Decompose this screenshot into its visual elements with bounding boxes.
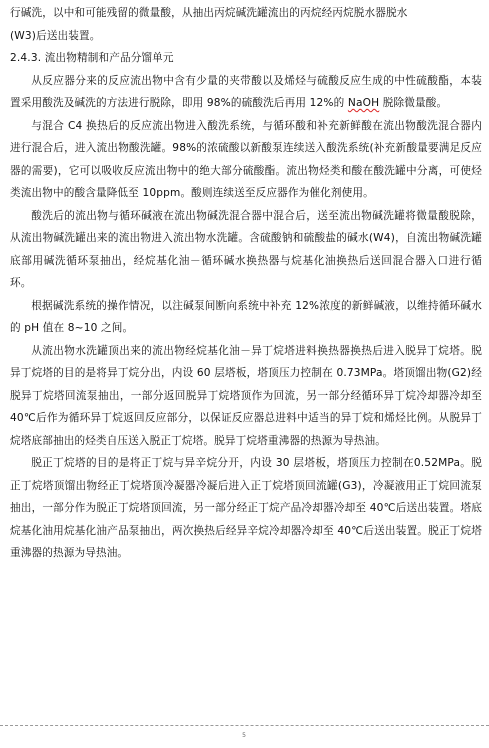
spellcheck-naoh: NaOH xyxy=(347,97,380,109)
footer-divider xyxy=(0,725,489,726)
paragraph-2: 与混合 C4 换热后的反应流出物进入酸洗系统，与循环酸和补充新鲜酸在流出物酸洗混合器内进行混合后，进入流出物酸洗罐。98%的浓硫酸以新酸泵连续送入酸洗系统(补充新酸量要满足反应器的需要)，它可以吸收反应流出物中的绝大部分硫酸酯。流出物烃类和酸在酸洗罐中分离，可使烃类流出物中的酸含量降低至 10ppm。酸则连续送至反应器作为催化剂使用。 xyxy=(10,119,482,199)
paragraph-3: 酸洗后的流出物与循环碱液在流出物碱洗混合器中混合后，送至流出物碱洗罐将微量酸脱除，从流出物碱洗罐出来的流出物进入流出物水洗罐。含硫酸钠和硫酸盐的碱水(W4)，自流出物碱洗罐底部用碱洗循环泵抽出，经烷基化油－循环碱水换热器与烷基化油换热后送回混合器入口进行循环。 xyxy=(10,209,482,289)
paragraph-1 xyxy=(10,70,482,115)
paragraph-4: 根据碱洗系统的操作情况，以注碱泵间断向系统中补充 12%浓度的新鲜碱液，以维持循环碱水的 pH 值在 8~10 之间。 xyxy=(10,299,482,334)
line-1: 行碱洗，以中和可能残留的微量酸，从抽出丙烷碱洗罐流出的丙烷经丙烷脱水器脱水 xyxy=(10,7,408,19)
paragraph-continued xyxy=(10,2,482,47)
paragraph-5: 从流出物水洗罐顶出来的流出物经烷基化油－异丁烷塔进料换热器换热后进入脱异丁烷塔。脱异丁烷塔的目的是将异丁烷分出，内设 60 层塔板，塔顶压力控制在 0.73MPa。塔顶馏出物(G2)经脱异丁烷塔回流泵抽出，一部分返回脱异丁烷塔顶作为回流，另一部分经循环异丁烷冷却器冷却至 40℃后作为循环异丁烷返回反应部分，以保证反应器总进料中适当的异丁烷和烯烃比例。从脱异丁烷塔底部抽出的烃类自压送入脱正丁烷塔。脱异丁烷塔重沸器的热源为导热油。 xyxy=(10,344,482,447)
paragraph-1-text-end: 脱除微量酸。 xyxy=(379,97,448,109)
paragraph-1-text: 从反应器分来的反应流出物中含有少量的夹带酸以及烯烃与硫酸反应生成的中性硫酸酯，本装置采用酸洗及碱洗的方法进行脱除，即用 98%的硫酸洗后再用 12%的 xyxy=(10,74,482,109)
section-heading: 2.4.3. 流出物精制和产品分馏单元 xyxy=(10,52,174,64)
page-number: 5 xyxy=(242,732,246,739)
document-body xyxy=(10,2,482,565)
line-2: (W3)后送出装置。 xyxy=(10,29,101,42)
paragraph-6: 脱正丁烷塔的目的是将正丁烷与异辛烷分开，内设 30 层塔板，塔顶压力控制在0.52MPa。脱正丁烷塔顶馏出物经正丁烷塔顶冷凝器冷凝后进入正丁烷塔顶回流罐(G3)，冷凝液用正丁烷回流泵抽出，一部分作为脱正丁烷塔顶回流，另一部分经正丁烷产品冷却器冷却至 40℃后送出装置。塔底烷基化油用烷基化油产品泵抽出，两次换热后经异辛烷冷却器冷却至 40℃后送出装置。脱正丁烷塔重沸器的热源为导热油。 xyxy=(10,457,482,559)
